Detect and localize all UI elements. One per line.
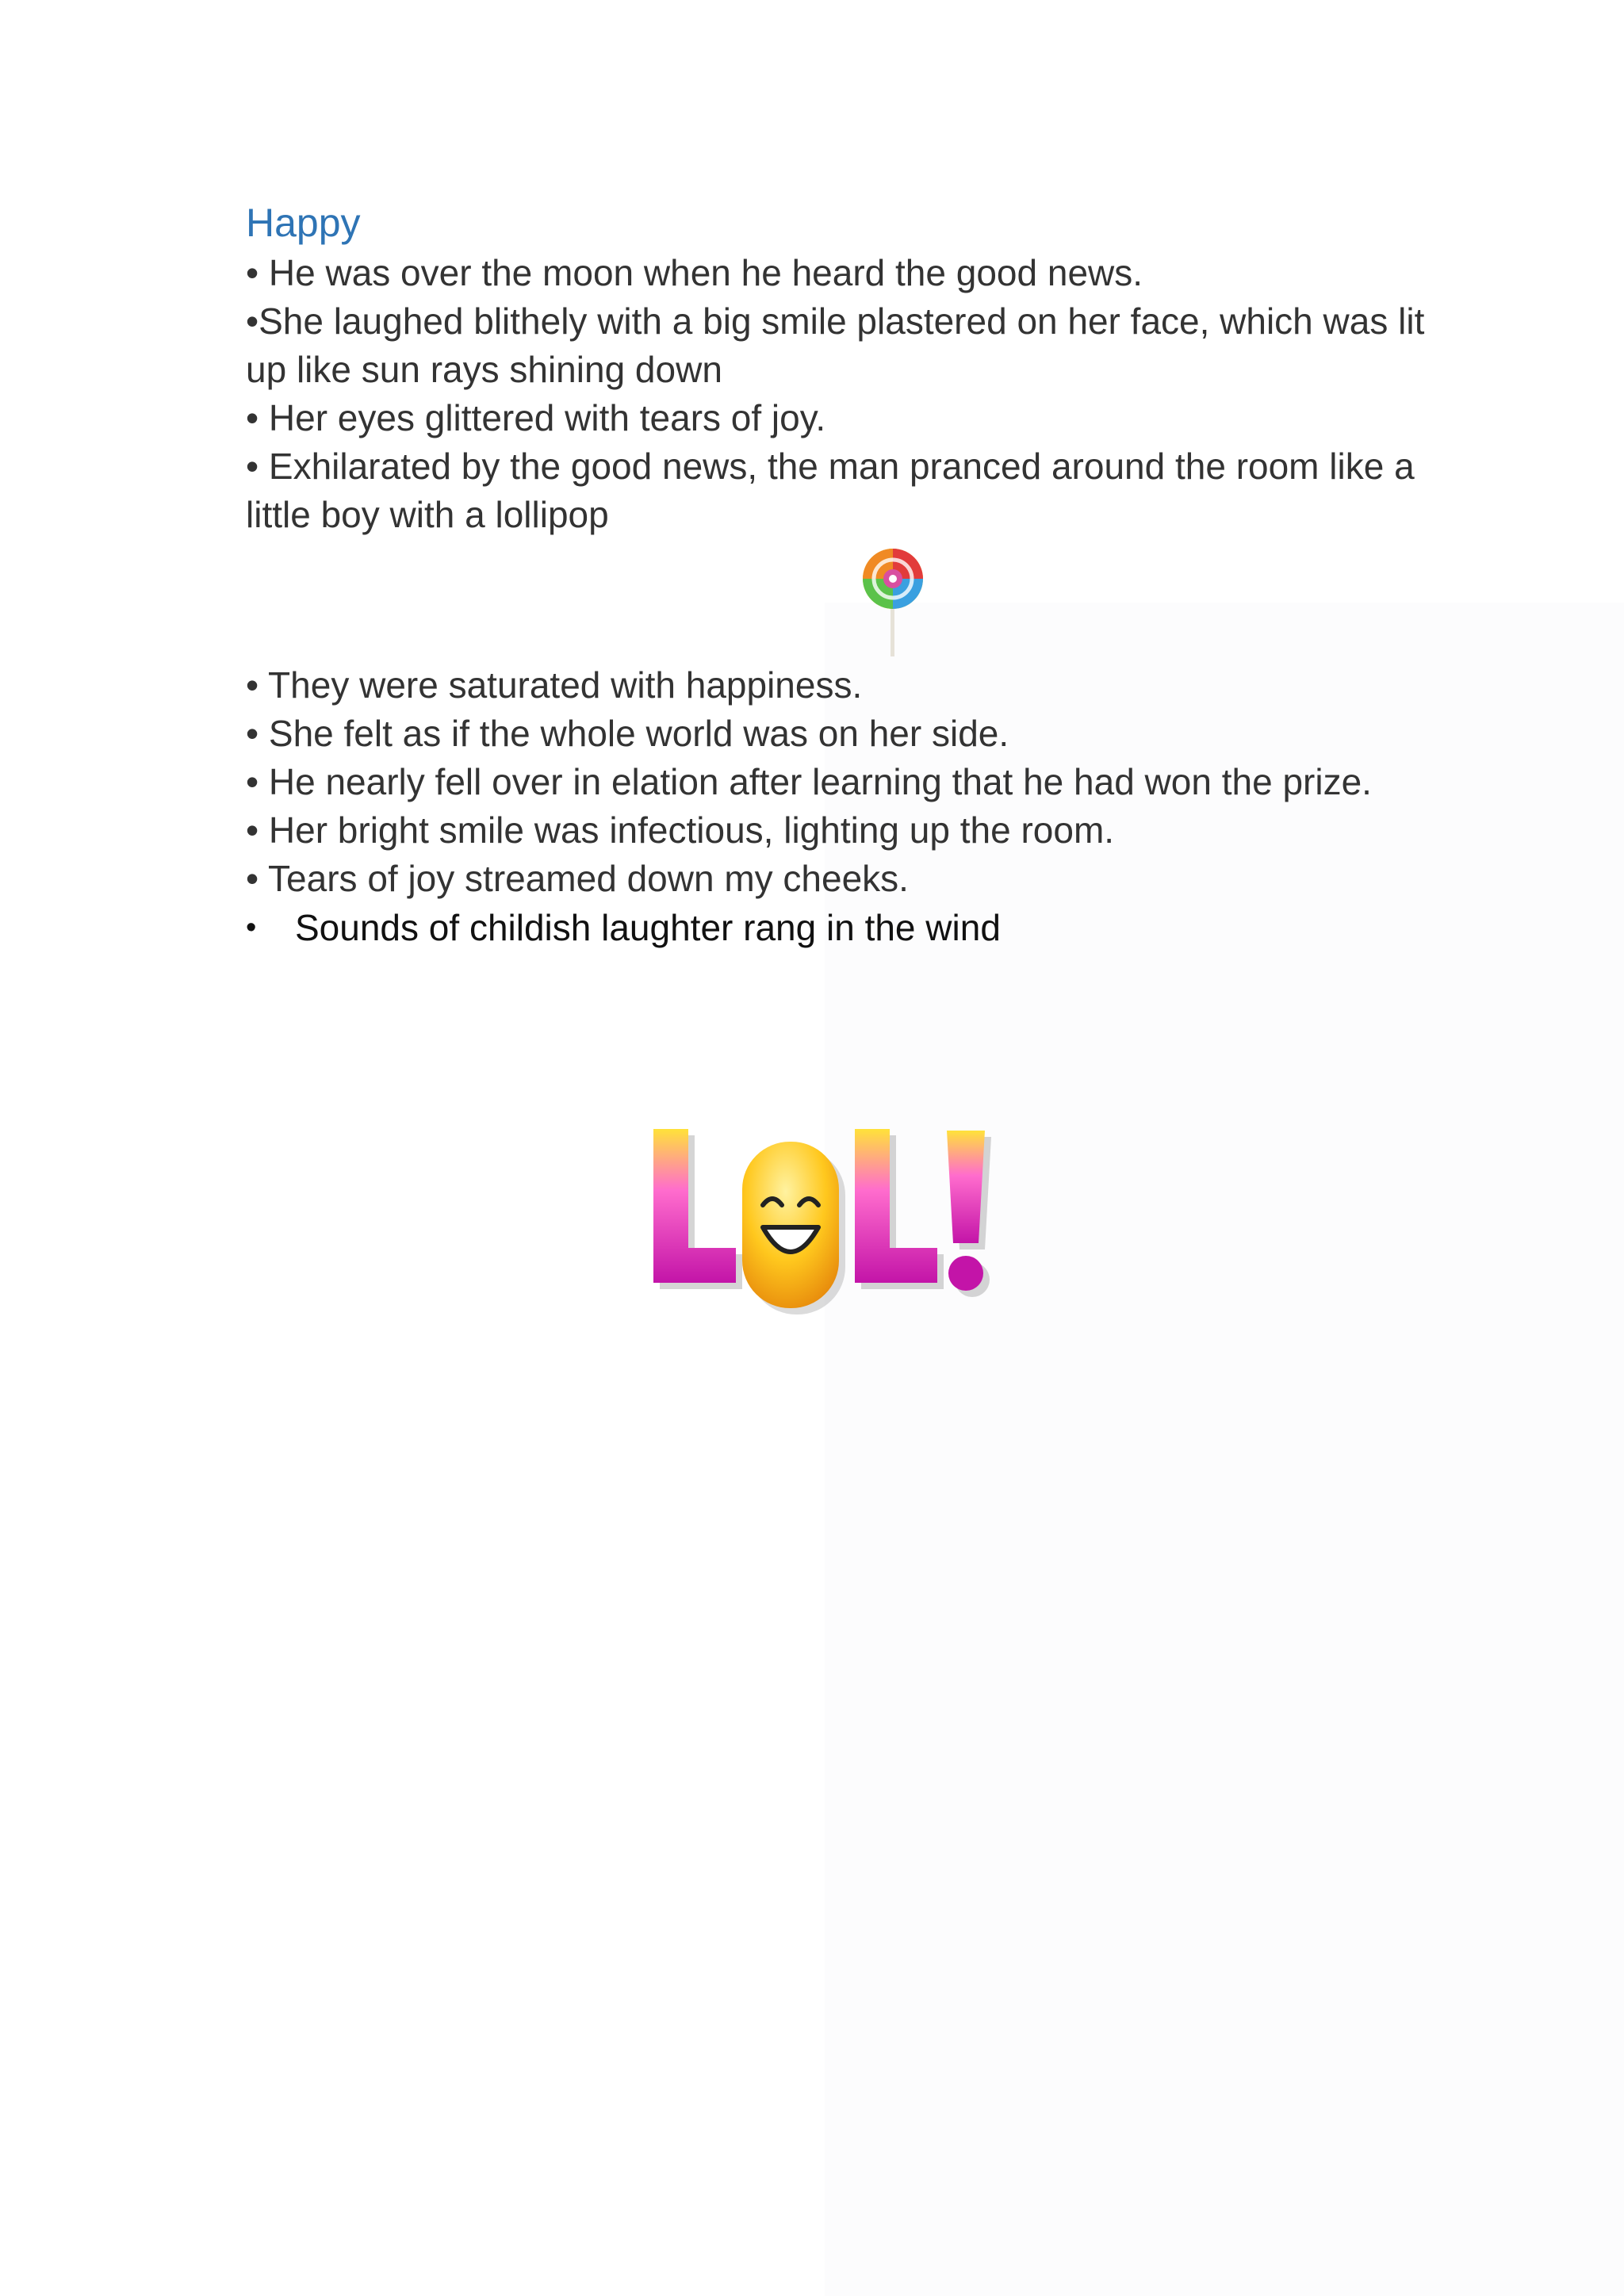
- text-line: • Her eyes glittered with tears of joy.: [246, 397, 826, 438]
- lollipop-icon: [855, 544, 931, 660]
- bullet-item: [246, 904, 1451, 952]
- lollipop-graphic: [855, 544, 931, 660]
- text-line: little boy with a lollipop: [246, 494, 609, 535]
- bullet-marker: •: [246, 911, 257, 944]
- text-line: •She laughed blithely with a big smile plastered on her face, which was lit: [246, 300, 1425, 342]
- lol-graphic: [644, 1118, 1001, 1340]
- section-heading: Happy: [246, 201, 361, 245]
- text-line: • He nearly fell over in elation after learning that he had won the prize.: [246, 761, 1372, 802]
- text-line: up like sun rays shining down: [246, 349, 722, 390]
- text-line: • Her bright smile was infectious, lighting up the room.: [246, 809, 1115, 851]
- text-line: • She felt as if the whole world was on her side.: [246, 713, 1009, 754]
- text-line: • He was over the moon when he heard the good news.: [246, 252, 1143, 293]
- text-line: • Tears of joy streamed down my cheeks.: [246, 858, 909, 899]
- document-body: [246, 197, 1451, 903]
- bullet-text: Sounds of childish laughter rang in the wind: [295, 907, 1001, 948]
- lol-smiley-icon: [644, 1118, 1001, 1340]
- lol-exclamation: [947, 1131, 985, 1243]
- image-spacer: [246, 539, 1451, 661]
- text-line: • Exhilarated by the good news, the man pranced around the room like a: [246, 446, 1415, 487]
- text-line: • They were saturated with happiness.: [246, 664, 863, 706]
